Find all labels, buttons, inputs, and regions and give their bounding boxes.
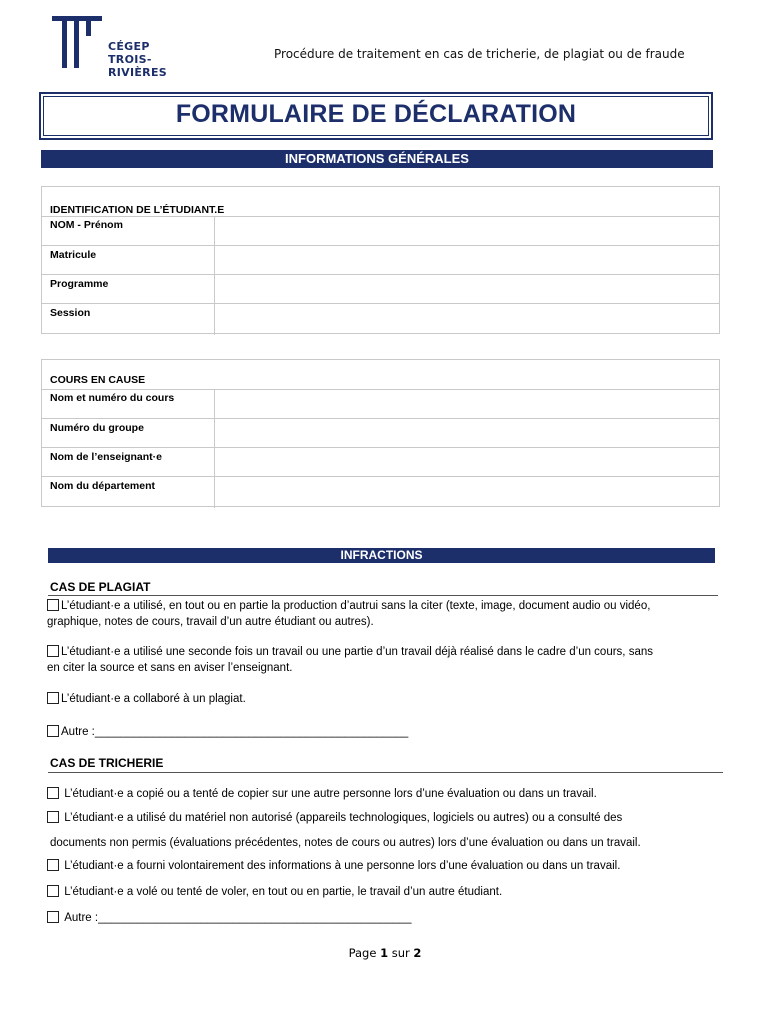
current-page: 1 bbox=[380, 946, 389, 960]
matricule-field[interactable] bbox=[214, 246, 719, 275]
plagiat-item-3 bbox=[47, 691, 246, 707]
field-label: Nom du département bbox=[50, 480, 156, 492]
checkbox[interactable] bbox=[47, 885, 59, 897]
field-label: Session bbox=[50, 307, 91, 319]
tricherie-item-other bbox=[47, 910, 411, 926]
table-row bbox=[42, 418, 719, 448]
table-row bbox=[42, 245, 719, 275]
table-row bbox=[42, 303, 719, 335]
plagiat-other-text: Autre :_________________________________________________ bbox=[61, 726, 409, 738]
group-field[interactable] bbox=[214, 419, 719, 448]
plagiat-item-1-cont: graphique, notes de cours, travail d’un autre étudiant ou autres). bbox=[47, 616, 374, 628]
tricherie-item-1-text: L’étudiant·e a copié ou a tenté de copier sur une autre personne lors d’une évaluation ou dans un travail. bbox=[64, 788, 597, 800]
page-middle: sur bbox=[388, 946, 414, 960]
tricherie-item-2-text: L’étudiant·e a utilisé du matériel non autorisé (appareils technologiques, logiciels ou autres) ou a consulté des bbox=[64, 812, 623, 824]
plagiat-item-1 bbox=[47, 598, 727, 614]
infractions-band: INFRACTIONS bbox=[48, 548, 715, 563]
course-table-title: COURS EN CAUSE bbox=[50, 374, 146, 386]
field-label: Numéro du groupe bbox=[50, 422, 144, 434]
tricherie-item-2-cont: documents non permis (évaluations précédentes, notes de cours ou autres) lors d’une évaluation ou dans un travail. bbox=[50, 837, 641, 849]
checkbox[interactable] bbox=[47, 692, 59, 704]
field-label: Matricule bbox=[50, 249, 97, 261]
course-name-field[interactable] bbox=[214, 390, 719, 419]
checkbox[interactable] bbox=[47, 725, 59, 737]
general-info-band: INFORMATIONS GÉNÉRALES bbox=[41, 150, 713, 168]
checkbox[interactable] bbox=[47, 859, 59, 871]
form-title: FORMULAIRE DE DÉCLARATION bbox=[175, 100, 577, 128]
field-label: Nom de l’enseignant·e bbox=[50, 451, 163, 463]
tricherie-item-1 bbox=[47, 786, 737, 802]
table-row bbox=[42, 447, 719, 477]
plagiat-item-1-text: L’étudiant·e a utilisé, en tout ou en partie la production d’autrui sans la citer (texte, image, document audio ou vidéo, bbox=[61, 600, 651, 612]
program-field[interactable] bbox=[214, 275, 719, 304]
tricherie-heading: CAS DE TRICHERIE bbox=[50, 756, 164, 770]
procedure-header: Procédure de traitement en cas de tricherie, de plagiat ou de fraude bbox=[274, 47, 685, 61]
total-pages: 2 bbox=[413, 946, 422, 960]
tricherie-item-3 bbox=[47, 858, 737, 874]
department-field[interactable] bbox=[214, 477, 719, 508]
field-label: Programme bbox=[50, 278, 109, 290]
section-rule bbox=[48, 595, 718, 596]
plagiat-item-other bbox=[47, 724, 408, 740]
checkbox[interactable] bbox=[47, 811, 59, 823]
section-rule bbox=[48, 772, 723, 773]
logo-line-1: CÉGEP bbox=[108, 40, 150, 53]
tricherie-item-4 bbox=[47, 884, 737, 900]
checkbox[interactable] bbox=[47, 911, 59, 923]
tricherie-other-text: Autre :_________________________________________________ bbox=[64, 912, 412, 924]
teacher-field[interactable] bbox=[214, 448, 719, 477]
checkbox[interactable] bbox=[47, 787, 59, 799]
plagiat-heading: CAS DE PLAGIAT bbox=[50, 580, 151, 594]
field-label: NOM - Prénom bbox=[50, 219, 123, 231]
tricherie-item-3-text: L’étudiant·e a fourni volontairement des informations à une personne lors d’une évaluation ou dans un travail. bbox=[64, 860, 621, 872]
logo-line-2: TROIS- bbox=[108, 53, 152, 66]
table-row bbox=[42, 389, 719, 419]
checkbox[interactable] bbox=[47, 645, 59, 657]
course-table bbox=[41, 359, 720, 507]
logo-line-3: RIVIÈRES bbox=[108, 66, 167, 79]
plagiat-item-2-cont: en citer la source et sans en aviser l’enseignant. bbox=[47, 662, 293, 674]
page-prefix: Page bbox=[348, 946, 381, 960]
page-number bbox=[0, 946, 770, 960]
logo-wordmark bbox=[108, 40, 167, 79]
plagiat-item-2-text: L’étudiant·e a utilisé une seconde fois un travail ou une partie d’un travail déjà réalisé dans le cadre d’un cours, sans bbox=[61, 646, 653, 658]
student-identification-table bbox=[41, 186, 720, 334]
plagiat-item-3-text: L’étudiant·e a collaboré à un plagiat. bbox=[61, 693, 246, 705]
table-row bbox=[42, 274, 719, 304]
field-label: Nom et numéro du cours bbox=[50, 392, 175, 404]
student-table-title: IDENTIFICATION DE L’ÉTUDIANT.E bbox=[50, 204, 225, 216]
tricherie-item-4-text: L’étudiant·e a volé ou tenté de voler, en tout ou en partie, le travail d’un autre étudiant. bbox=[64, 886, 503, 898]
plagiat-item-2 bbox=[47, 644, 727, 660]
session-field[interactable] bbox=[214, 304, 719, 335]
checkbox[interactable] bbox=[47, 599, 59, 611]
tricherie-item-2 bbox=[47, 810, 737, 826]
name-field[interactable] bbox=[214, 217, 719, 246]
table-row bbox=[42, 216, 719, 246]
table-row bbox=[42, 476, 719, 508]
